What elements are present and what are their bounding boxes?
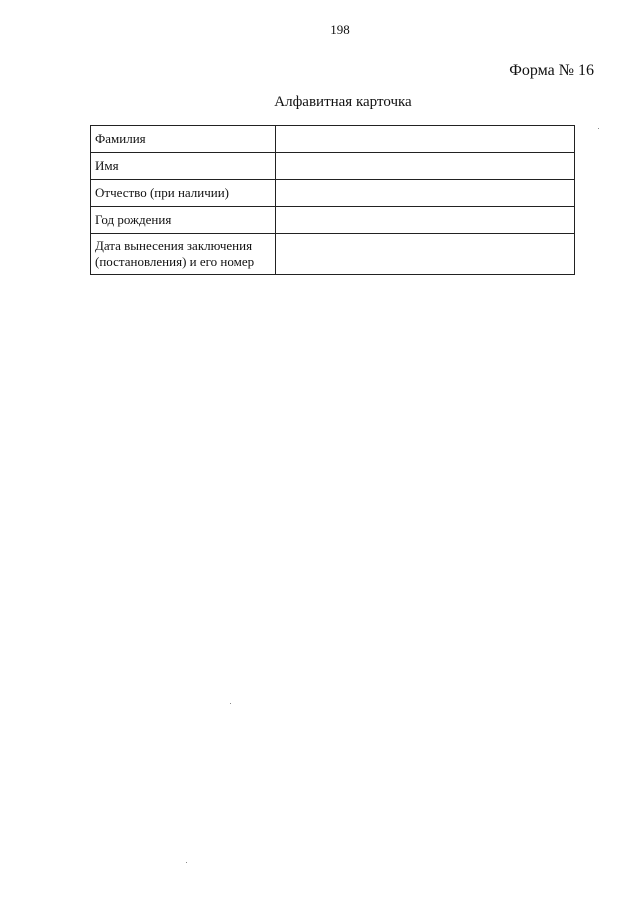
scan-speck <box>230 703 231 704</box>
card-title: Алфавитная карточка <box>274 94 412 110</box>
alphabetical-card-table <box>90 125 575 275</box>
scan-speck <box>598 128 599 129</box>
value-patronymic <box>276 180 575 207</box>
value-conclusion-date-number <box>276 234 575 275</box>
label-first-name: Имя <box>91 153 276 180</box>
label-conclusion-date-number: Дата вынесения заключения (постановления) и его номер <box>91 234 276 275</box>
scan-speck <box>186 862 187 863</box>
value-birth-year <box>276 207 575 234</box>
table-row <box>91 207 575 234</box>
value-first-name <box>276 153 575 180</box>
table-row <box>91 180 575 207</box>
table-row <box>91 153 575 180</box>
label-patronymic: Отчество (при наличии) <box>91 180 276 207</box>
label-surname: Фамилия <box>91 126 276 153</box>
form-number: Форма № 16 <box>509 62 594 79</box>
label-birth-year: Год рождения <box>91 207 276 234</box>
table-row <box>91 234 575 275</box>
page-number: 198 <box>330 22 350 37</box>
value-surname <box>276 126 575 153</box>
table-row <box>91 126 575 153</box>
